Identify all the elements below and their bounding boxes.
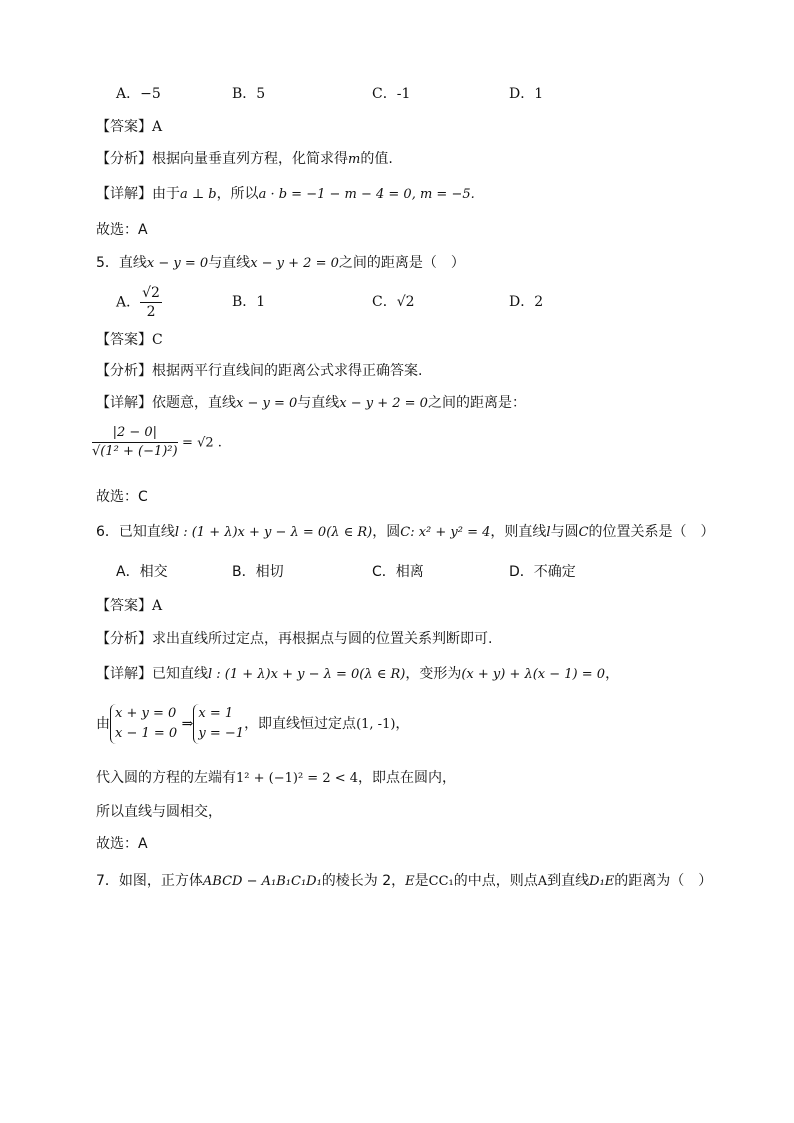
fraction-numerator: |2 − 0|: [92, 424, 178, 443]
formula-result: = √2 .: [182, 435, 222, 451]
detail-text-mid: 与直线: [297, 395, 340, 411]
q5-formula: [92, 424, 222, 461]
equation-system-2: [193, 704, 244, 744]
q4-option-b: B．5: [232, 86, 266, 102]
detail-text-end: 之间的距离是：: [427, 395, 526, 411]
q6-stem: [96, 522, 715, 543]
answer-value: A: [152, 598, 163, 614]
q4-choice: 故选：A: [96, 222, 148, 238]
stem-line1: x − y = 0: [146, 256, 209, 271]
fraction: [140, 284, 162, 321]
analysis-tag: 【分析】: [96, 363, 152, 379]
answer-value: A: [152, 119, 163, 135]
q6-option-b: B．相切: [232, 564, 284, 580]
answer-tag: 【答案】: [96, 119, 152, 135]
stem-text-end: 之间的距离是（ ）: [338, 255, 465, 271]
system-text: 由: [96, 716, 110, 732]
stem-circle: C: x² + y² = 4: [400, 525, 491, 540]
detail-tag: 【详解】: [96, 666, 152, 682]
q4-option-d: D．1: [509, 86, 544, 102]
answer-tag: 【答案】: [96, 598, 152, 614]
q5-option-c: C．√2: [372, 294, 415, 310]
q4-answer: [96, 117, 162, 137]
detail-tag: 【详解】: [96, 186, 152, 202]
detail-text-mid: ，变形为: [405, 666, 462, 682]
stem-text: 6．已知直线: [96, 524, 175, 540]
detail-tag: 【详解】: [96, 395, 152, 411]
stem-line: l : (1 + λ)x + y − λ = 0(λ ∈ R): [174, 525, 373, 540]
system2-eq2: y = −1: [198, 726, 245, 741]
stem-text-mid3: 与圆: [550, 524, 579, 540]
fixed-point: (1, -1): [356, 717, 396, 732]
system-text-end: ，即直线恒过定点: [244, 716, 357, 732]
q6-conclusion: 所以直线与圆相交，: [96, 804, 222, 820]
detail-line2: x − y + 2 = 0: [339, 396, 428, 411]
system2-eq1: x = 1: [198, 706, 234, 721]
answer-tag: 【答案】: [96, 332, 152, 348]
q7-stem: [96, 871, 712, 892]
analysis-text: 根据向量垂直列方程，化简求得: [152, 151, 348, 167]
system1-eq1: x + y = 0: [115, 706, 177, 721]
detail-line1: x − y = 0: [236, 396, 298, 411]
stem-text-mid2: ，则直线: [490, 524, 547, 540]
detail-text: 依题意，直线: [152, 395, 236, 411]
analysis-var: m: [348, 152, 361, 167]
stem-text-mid4: 到直线: [547, 873, 590, 889]
q4-option-a: A．−5: [116, 86, 161, 102]
q5-option-d: D．2: [509, 294, 544, 310]
stem-text-mid3: 的中点，则点: [453, 873, 538, 889]
stem-l: l: [546, 525, 551, 540]
stem-text-end: 的距离为（ ）: [614, 873, 713, 889]
q5-option-a: [116, 284, 162, 321]
analysis-text-end: 的值.: [360, 151, 393, 167]
q4-analysis: [96, 149, 393, 170]
q5-analysis: [96, 361, 422, 381]
fraction-denominator: 2: [146, 304, 156, 320]
q4-option-c: C．-1: [372, 86, 411, 102]
fraction-numerator: √2: [142, 285, 160, 301]
implies-arrow: ⇒: [181, 716, 194, 732]
substitution-expression: 1² + (−1)² = 2 < 4: [236, 771, 359, 786]
substitution-text-end: ，即点在圆内，: [358, 770, 457, 786]
q5-option-b: B．1: [232, 294, 266, 310]
stem-text-mid2: 是: [414, 873, 429, 889]
system1-eq2: x − 1 = 0: [115, 726, 178, 741]
q6-option-a: A．相交: [116, 564, 168, 580]
stem-c: C: [578, 525, 589, 540]
q5-detail: [96, 393, 526, 414]
substitution-text: 代入圆的方程的左端有: [96, 770, 236, 786]
stem-text-mid: 与直线: [208, 255, 251, 271]
stem-text-mid: ，圆: [372, 524, 401, 540]
q6-choice: 故选：A: [96, 836, 148, 852]
system-comma: ，: [395, 716, 410, 732]
stem-text: 5．直线: [96, 255, 147, 271]
detail-expression: (x + y) + λ(x − 1) = 0: [461, 667, 606, 682]
stem-e: E: [405, 874, 415, 889]
analysis-text: 根据两平行直线间的距离公式求得正确答案.: [152, 363, 423, 379]
detail-relation: a ⊥ b: [180, 187, 217, 202]
q6-detail: [96, 664, 619, 685]
q6-substitution: [96, 768, 456, 789]
fraction-denominator: √(1² + (−1)²): [92, 444, 178, 459]
analysis-tag: 【分析】: [96, 151, 152, 167]
stem-text: 7．如图，正方体: [96, 873, 203, 889]
q6-analysis: [96, 629, 492, 649]
analysis-tag: 【分析】: [96, 631, 152, 647]
q6-answer: [96, 596, 162, 616]
stem-text-end: 的位置关系是（ ）: [588, 524, 715, 540]
distance-fraction: [92, 424, 178, 461]
stem-a: A: [537, 874, 548, 889]
q5-stem: [96, 253, 465, 274]
stem-line2: x − y + 2 = 0: [250, 256, 339, 271]
q6-option-c: C．相离: [372, 564, 424, 580]
q6-system: [96, 704, 409, 745]
detail-line: l : (1 + λ)x + y − λ = 0(λ ∈ R): [208, 667, 406, 682]
analysis-text: 求出直线所过定点，再根据点与圆的位置关系判断即可.: [152, 631, 493, 647]
q6-option-d: D．不确定: [509, 564, 576, 580]
option-label: A．: [116, 294, 141, 311]
stem-cc1: CC₁: [428, 874, 454, 889]
answer-value: C: [152, 332, 163, 348]
equation-system-1: [110, 704, 177, 744]
stem-text-mid: 的棱长为 2，: [321, 873, 406, 889]
detail-text-mid: ，所以: [216, 186, 259, 202]
detail-equation: a · b = −1 − m − 4 = 0, m = −5.: [258, 187, 475, 202]
q5-answer: [96, 330, 163, 350]
detail-text: 由于: [152, 186, 180, 202]
q4-detail: [96, 184, 475, 205]
stem-cube: ABCD − A₁B₁C₁D₁: [202, 874, 322, 889]
detail-text: 已知直线: [152, 666, 208, 682]
detail-comma: ，: [605, 666, 620, 682]
q5-choice: 故选：C: [96, 489, 148, 505]
stem-d1e: D₁E: [589, 874, 615, 889]
